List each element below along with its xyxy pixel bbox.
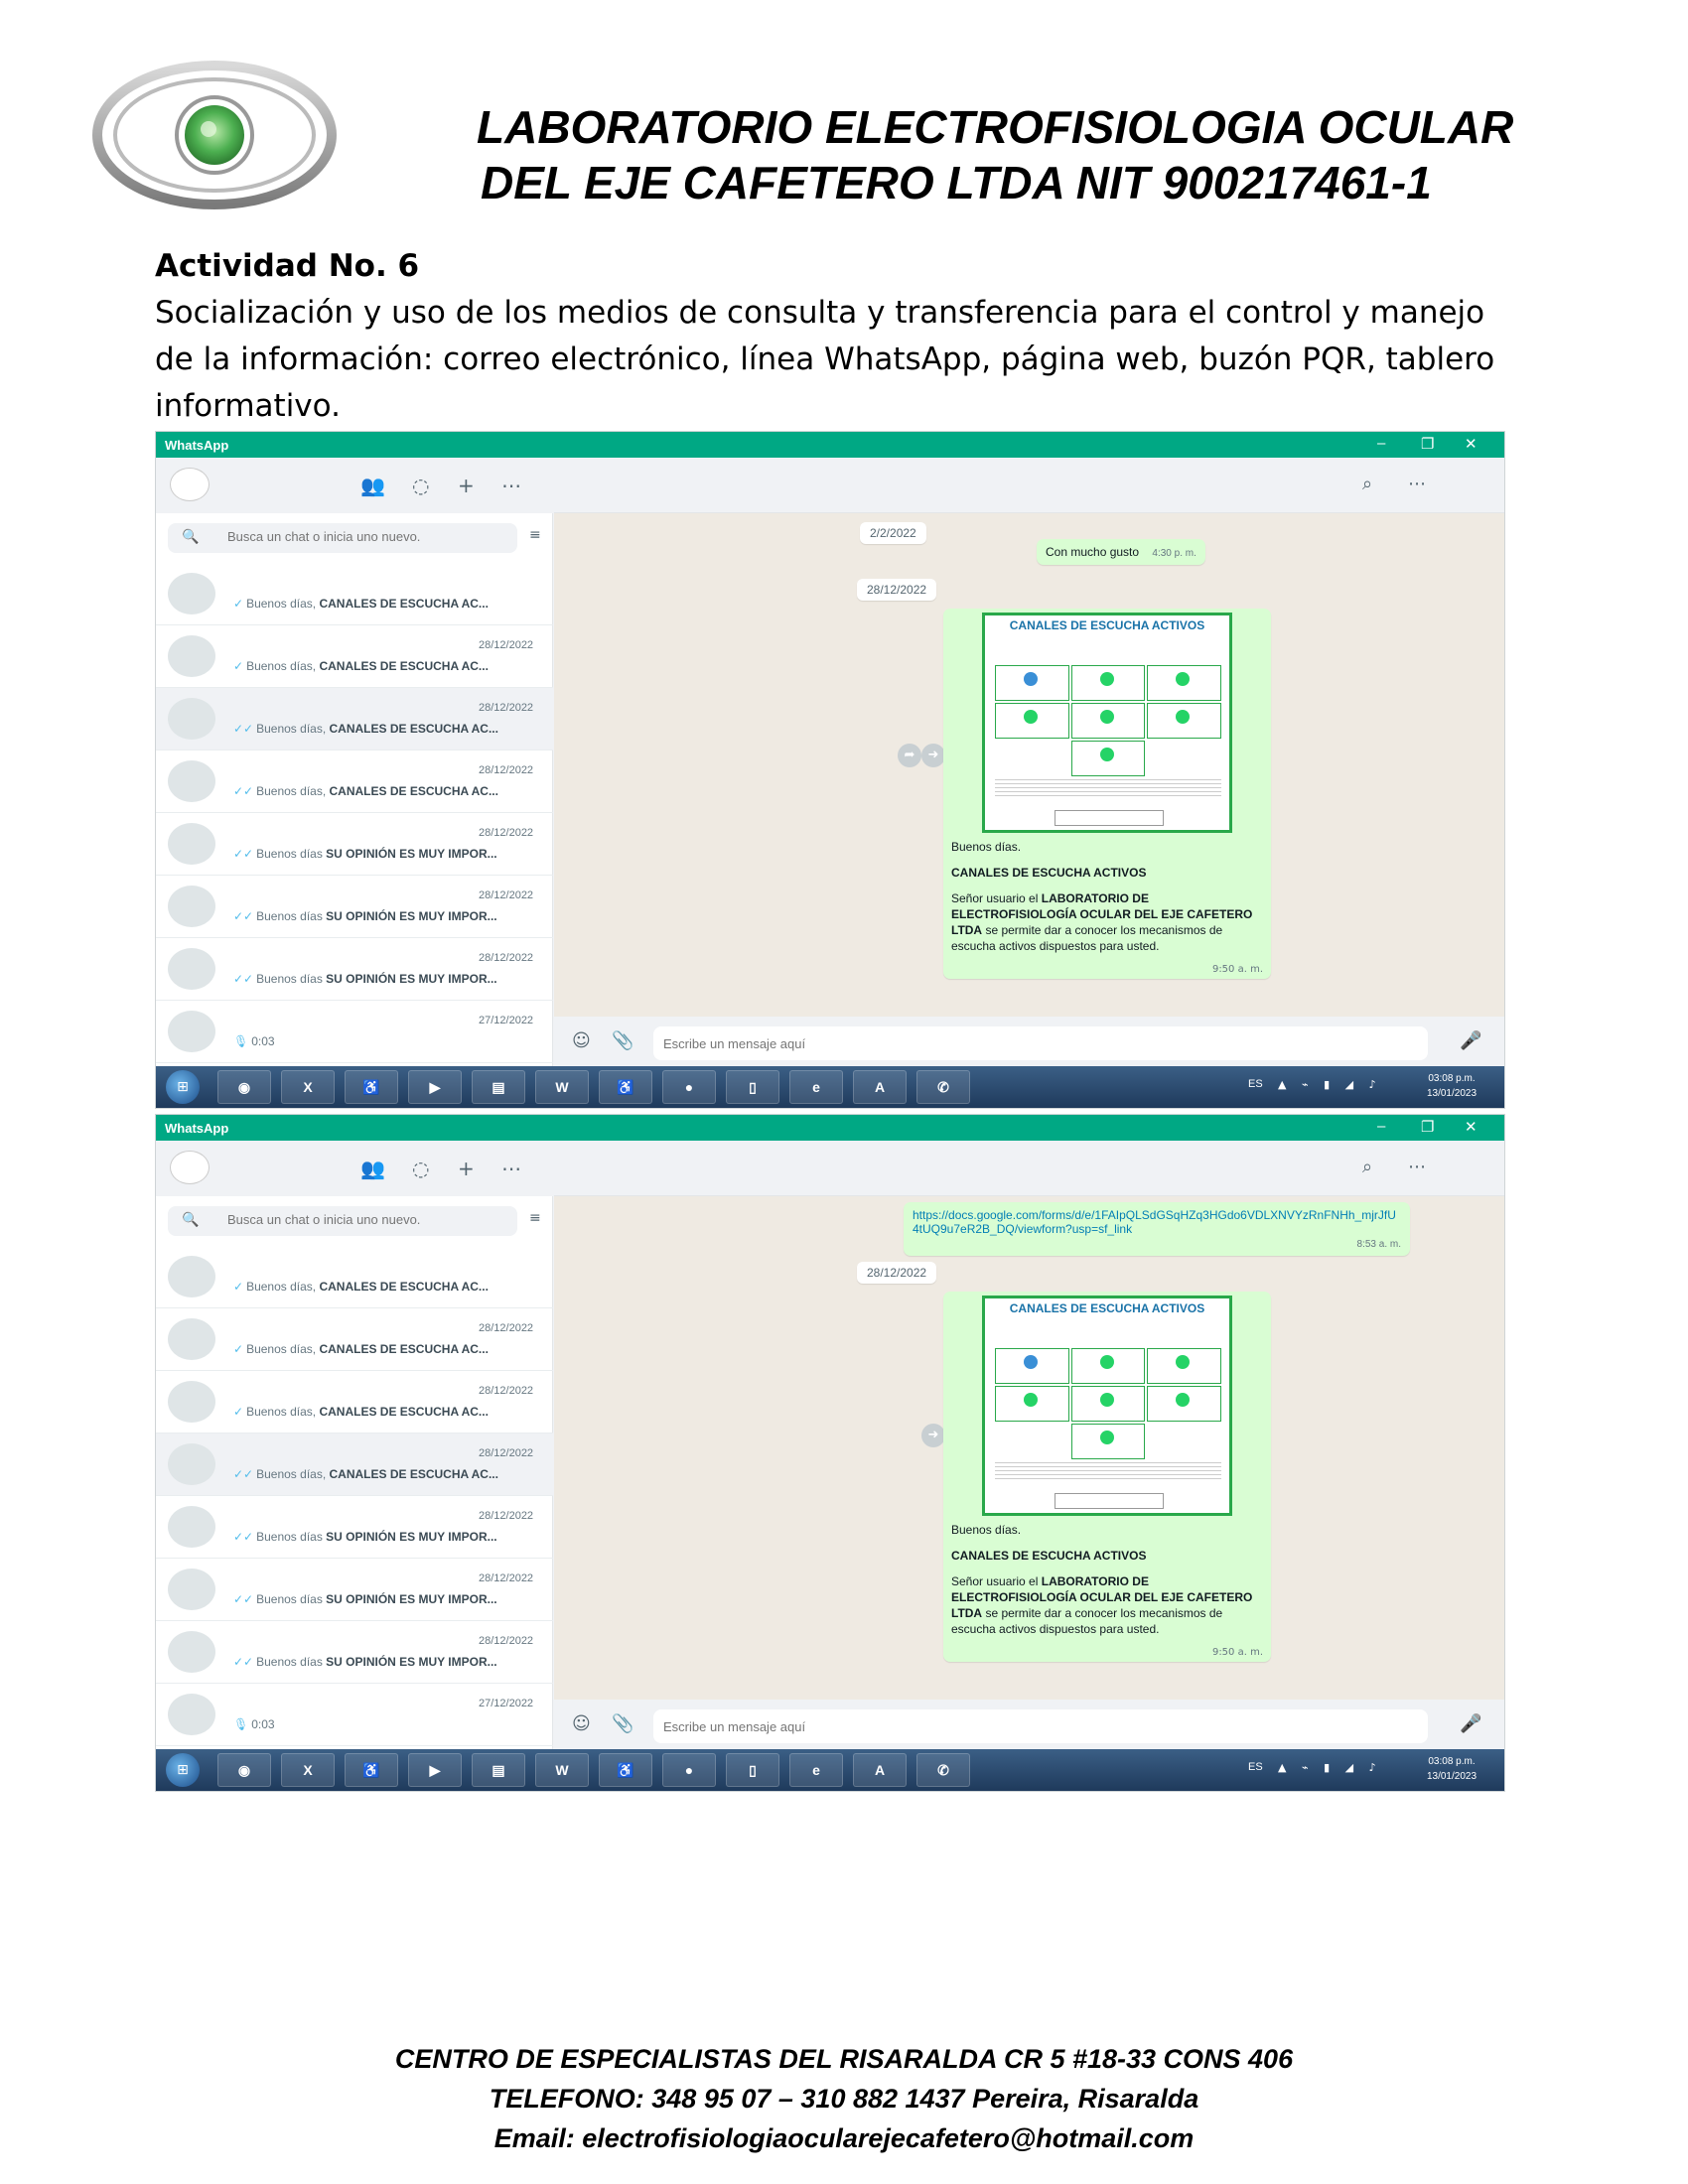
chat-sidebar	[156, 458, 553, 1068]
chat-item[interactable]	[156, 1684, 553, 1746]
poster-logo	[1055, 810, 1164, 826]
chat-time: 28/12/2022	[479, 1572, 534, 1584]
message-text: Buenos días. CANALES DE ESCUCHA ACTIVOS Señor usuario el LABORATORIO DE ELECTROFISIOLOGÍA OCULAR DEL EJE CAFETERO LTDA se permite dar a conocer los mecanismos de escucha activos dispuestos para usted.	[951, 840, 1253, 953]
app-name: WhatsApp	[165, 438, 229, 453]
search-box[interactable]	[168, 1206, 517, 1236]
chat-preview: ✓ Buenos días, CANALES DE ESCUCHA AC...	[233, 659, 489, 673]
search-input[interactable]	[227, 1212, 505, 1227]
window-titlebar	[156, 432, 1504, 458]
avatar	[168, 760, 215, 802]
sidebar-header	[156, 1141, 553, 1196]
communities-icon[interactable]: 👥	[360, 474, 385, 497]
lab-title	[477, 99, 1549, 210]
filter-icon[interactable]: ≡	[529, 527, 541, 543]
acrobat-icon[interactable]: A	[853, 1753, 907, 1787]
chat-preview: 🎙 0:03	[233, 1717, 275, 1731]
chat-preview: ✓✓ Buenos días SU OPINIÓN ES MUY IMPOR...	[233, 909, 497, 923]
conversation-header	[554, 1141, 1505, 1196]
chat-preview: ✓✓ Buenos días, CANALES DE ESCUCHA AC...	[233, 1467, 498, 1481]
chat-item[interactable]	[156, 1559, 553, 1621]
restore-icon[interactable]: ❐	[1421, 1119, 1435, 1136]
communities-icon[interactable]: 👥	[360, 1157, 385, 1180]
message-input[interactable]	[653, 1026, 1428, 1060]
footer-email: Email: electrofisiologiaocularejecafetero@hotmail.com	[493, 2123, 1195, 2153]
poster-grid	[995, 665, 1221, 776]
chat-preview: ✓✓ Buenos días SU OPINIÓN ES MUY IMPOR...	[233, 1530, 497, 1544]
emoji-icon[interactable]: ☺	[572, 1030, 591, 1051]
whatsapp-screenshot-2	[155, 1114, 1505, 1792]
date-separator: 2/2/2022	[860, 522, 926, 544]
minimize-icon[interactable]: –	[1377, 435, 1386, 452]
menu-icon[interactable]: ⋯	[501, 474, 521, 497]
chat-preview: ✓✓ Buenos días SU OPINIÓN ES MUY IMPOR...	[233, 1592, 497, 1606]
search-input[interactable]	[227, 529, 505, 544]
chat-time: 28/12/2022	[479, 1447, 534, 1459]
chat-preview: ✓✓ Buenos días SU OPINIÓN ES MUY IMPOR...	[233, 972, 497, 986]
whatsapp-screenshot-1	[155, 431, 1505, 1109]
chat-time: 28/12/2022	[479, 1635, 534, 1647]
image-message[interactable]	[943, 609, 1271, 979]
chat-item[interactable]	[156, 1246, 553, 1308]
read-receipt-icon: ✓✓	[233, 909, 254, 923]
chat-item[interactable]	[156, 1496, 553, 1559]
chat-time: 28/12/2022	[479, 702, 534, 714]
message-bubble	[1037, 539, 1205, 565]
whatsapp-icon[interactable]: ✆	[916, 1753, 970, 1787]
chat-preview: ✓✓ Buenos días SU OPINIÓN ES MUY IMPOR...	[233, 847, 497, 861]
avatar	[168, 635, 215, 677]
attach-icon[interactable]: 📎	[612, 1713, 634, 1734]
search-icon: 🔍	[182, 1212, 200, 1228]
read-receipt-icon: ✓✓	[233, 784, 254, 798]
excel-icon[interactable]: X	[281, 1070, 335, 1104]
chat-time: 27/12/2022	[479, 1698, 534, 1709]
date-separator: 28/12/2022	[857, 579, 936, 601]
message-time: 8:53 a. m.	[1356, 1239, 1401, 1250]
app-name: WhatsApp	[165, 1121, 229, 1136]
mic-icon[interactable]: 🎤	[1460, 1030, 1482, 1051]
document-footer	[0, 2039, 1688, 2158]
chat-sidebar	[156, 1141, 553, 1751]
windows-taskbar	[156, 1749, 1504, 1791]
date-separator: 28/12/2022	[857, 1262, 936, 1284]
language-indicator[interactable]: ES	[1248, 1761, 1263, 1773]
read-receipt-icon: ✓	[233, 659, 244, 673]
media-icon[interactable]: ▶	[408, 1753, 462, 1787]
edge-icon[interactable]: e	[789, 1070, 843, 1104]
chat-time: 28/12/2022	[479, 1385, 534, 1397]
compose-bar	[554, 1017, 1505, 1068]
read-receipt-icon: ✓	[233, 1280, 244, 1294]
footer-address: CENTRO DE ESPECIALISTAS DEL RISARALDA CR 5 #18-33 CONS 406	[394, 2044, 1294, 2074]
chat-item[interactable]	[156, 813, 553, 876]
status-icon[interactable]: ◌	[412, 1157, 430, 1180]
chat-time: 28/12/2022	[479, 764, 534, 776]
avatar	[168, 823, 215, 865]
file-icon[interactable]: ▯	[726, 1070, 779, 1104]
chat-time: 28/12/2022	[479, 889, 534, 901]
message-time: 9:50 a. m.	[1211, 1647, 1263, 1658]
accessibility-icon[interactable]: ♿	[599, 1753, 652, 1787]
form-link[interactable]: https://docs.google.com/forms/d/e/1FAIpQLSdGSqHZq3HGdo6VDLXNVYzRnFNHh_mjrJfU4tUQ9u7eR2B_DQ/viewform?usp=sf_link	[913, 1208, 1396, 1236]
message-text: Buenos días. CANALES DE ESCUCHA ACTIVOS Señor usuario el LABORATORIO DE ELECTROFISIOLOGÍA OCULAR DEL EJE CAFETERO LTDA se permite dar a conocer los mecanismos de escucha activos dispuestos para usted.	[951, 1523, 1253, 1636]
chat-item[interactable]	[156, 938, 553, 1001]
avatar	[168, 1011, 215, 1052]
folder-icon[interactable]: ▤	[472, 1753, 525, 1787]
excel-icon[interactable]: X	[281, 1753, 335, 1787]
sidebar-header	[156, 458, 553, 513]
camera-icon[interactable]: ●	[662, 1753, 716, 1787]
lab-title-line1: LABORATORIO ELECTROFISIOLOGIA OCULAR	[477, 101, 1514, 153]
avatar	[168, 1256, 215, 1297]
new-chat-icon[interactable]: +	[458, 1157, 475, 1180]
language-indicator[interactable]: ES	[1248, 1078, 1263, 1090]
message-time: 9:50 a. m.	[1211, 964, 1263, 975]
share-icon[interactable]: ➜	[921, 1424, 945, 1447]
read-receipt-icon: ✓✓	[233, 1530, 254, 1544]
media-icon[interactable]: ▶	[408, 1070, 462, 1104]
close-icon[interactable]: ✕	[1465, 1119, 1477, 1136]
system-tray[interactable]: ▲ ⌁ ▮ ◢ ♪	[1278, 1761, 1382, 1774]
attach-icon[interactable]: 📎	[612, 1030, 634, 1051]
avatar	[168, 1506, 215, 1548]
chat-list	[156, 563, 553, 1069]
chat-list	[156, 1246, 553, 1752]
chat-item[interactable]	[156, 625, 553, 688]
menu-icon[interactable]: ⋯	[1408, 1157, 1426, 1177]
chat-preview: ✓ Buenos días, CANALES DE ESCUCHA AC...	[233, 1280, 489, 1294]
new-chat-icon[interactable]: +	[458, 474, 475, 497]
search-box[interactable]	[168, 523, 517, 553]
accessibility-icon[interactable]: ♿	[345, 1753, 398, 1787]
file-icon[interactable]: ▯	[726, 1753, 779, 1787]
read-receipt-icon: ✓	[233, 1405, 244, 1419]
clock[interactable]: 03:08 p.m. 13/01/2023	[1426, 1756, 1477, 1782]
read-receipt-icon: ✓	[233, 1342, 244, 1356]
menu-icon[interactable]: ⋯	[501, 1157, 521, 1180]
conversation-pane	[554, 458, 1505, 1068]
search-icon[interactable]: ⌕	[1362, 1157, 1373, 1177]
search-icon[interactable]: ⌕	[1362, 474, 1373, 494]
message-input[interactable]	[653, 1709, 1428, 1743]
acrobat-icon[interactable]: A	[853, 1070, 907, 1104]
folder-icon[interactable]: ▤	[472, 1070, 525, 1104]
chrome-icon[interactable]: ◉	[217, 1753, 271, 1787]
windows-taskbar	[156, 1066, 1504, 1108]
channels-poster[interactable]	[982, 613, 1232, 833]
chat-time: 28/12/2022	[479, 639, 534, 651]
avatar	[168, 1694, 215, 1735]
avatar	[168, 698, 215, 740]
conversation-pane	[554, 1141, 1505, 1751]
read-receipt-icon: ✓✓	[233, 722, 254, 736]
link-message[interactable]	[904, 1202, 1410, 1256]
avatar	[168, 1318, 215, 1360]
filter-icon[interactable]: ≡	[529, 1210, 541, 1226]
mic-small-icon: 🎙	[233, 1034, 249, 1048]
poster-grid	[995, 1348, 1221, 1459]
search-icon: 🔍	[182, 529, 200, 545]
chat-preview: ✓✓ Buenos días, CANALES DE ESCUCHA AC...	[233, 784, 498, 798]
chat-preview: ✓ Buenos días, CANALES DE ESCUCHA AC...	[233, 597, 489, 611]
avatar	[168, 1443, 215, 1485]
window-titlebar	[156, 1115, 1504, 1141]
read-receipt-icon: ✓✓	[233, 847, 254, 861]
message-time: 4:30 p. m.	[1152, 548, 1196, 559]
status-icon[interactable]: ◌	[412, 474, 430, 497]
share-icon[interactable]: ➜	[921, 744, 945, 767]
avatar	[168, 886, 215, 927]
read-receipt-icon: ✓✓	[233, 972, 254, 986]
forward-icon[interactable]: ➦	[898, 744, 921, 767]
compose-bar	[554, 1700, 1505, 1751]
clock[interactable]: 03:08 p.m. 13/01/2023	[1426, 1073, 1477, 1099]
mic-small-icon: 🎙	[233, 1717, 249, 1731]
chat-time: 28/12/2022	[479, 1510, 534, 1522]
chat-item[interactable]	[156, 876, 553, 938]
whatsapp-icon[interactable]: ✆	[916, 1070, 970, 1104]
camera-icon[interactable]: ●	[662, 1070, 716, 1104]
channels-poster[interactable]	[982, 1296, 1232, 1516]
restore-icon[interactable]: ❐	[1421, 436, 1435, 453]
avatar	[168, 573, 215, 614]
chat-time: 28/12/2022	[479, 1322, 534, 1334]
read-receipt-icon: ✓✓	[233, 1655, 254, 1669]
profile-avatar[interactable]	[170, 1151, 210, 1184]
chat-preview: ✓ Buenos días, CANALES DE ESCUCHA AC...	[233, 1405, 489, 1419]
accessibility-icon[interactable]: ♿	[345, 1070, 398, 1104]
activity-description: Socialización y uso de los medios de consulta y transferencia para el control y manejo de la información: correo electrónico, línea WhatsApp, página web, buzón PQR, tablero informativo.	[155, 295, 1495, 424]
minimize-icon[interactable]: –	[1377, 1118, 1386, 1135]
message-text: Con mucho gusto	[1046, 545, 1140, 559]
chat-item[interactable]	[156, 1371, 553, 1433]
image-message[interactable]	[943, 1292, 1271, 1662]
edge-icon[interactable]: e	[789, 1753, 843, 1787]
chrome-icon[interactable]: ◉	[217, 1070, 271, 1104]
poster-title: CANALES DE ESCUCHA ACTIVOS	[1009, 618, 1205, 632]
read-receipt-icon: ✓	[233, 597, 244, 611]
mic-icon[interactable]: 🎤	[1460, 1713, 1482, 1734]
lab-title-line2: DEL EJE CAFETERO LTDA NIT 900217461-1	[481, 157, 1432, 208]
profile-avatar[interactable]	[170, 468, 210, 501]
chat-item[interactable]	[156, 1001, 553, 1063]
avatar	[168, 1381, 215, 1423]
chat-preview: ✓✓ Buenos días, CANALES DE ESCUCHA AC...	[233, 722, 498, 736]
close-icon[interactable]: ✕	[1465, 436, 1477, 453]
avatar	[168, 1569, 215, 1610]
start-button[interactable]: ⊞	[166, 1753, 200, 1787]
conversation-header	[554, 458, 1505, 513]
chat-preview: ✓✓ Buenos días SU OPINIÓN ES MUY IMPOR...	[233, 1655, 497, 1669]
chat-item-selected[interactable]	[156, 688, 553, 751]
read-receipt-icon: ✓✓	[233, 1592, 254, 1606]
avatar	[168, 1631, 215, 1673]
chat-item[interactable]	[156, 1621, 553, 1684]
footer-phone: TELEFONO: 348 95 07 – 310 882 1437 Pereira, Risaralda	[489, 2084, 1199, 2114]
poster-title: CANALES DE ESCUCHA ACTIVOS	[1009, 1301, 1205, 1315]
emoji-icon[interactable]: ☺	[572, 1713, 591, 1734]
accessibility-icon[interactable]: ♿	[599, 1070, 652, 1104]
chat-preview: 🎙 0:03	[233, 1034, 275, 1048]
chat-time: 28/12/2022	[479, 952, 534, 964]
chat-preview: ✓ Buenos días, CANALES DE ESCUCHA AC...	[233, 1342, 489, 1356]
chat-item[interactable]	[156, 563, 553, 625]
chat-item-selected[interactable]	[156, 1433, 553, 1496]
avatar	[168, 948, 215, 990]
read-receipt-icon: ✓✓	[233, 1467, 254, 1481]
eye-logo	[91, 58, 338, 216]
poster-logo	[1055, 1493, 1164, 1509]
menu-icon[interactable]: ⋯	[1408, 474, 1426, 494]
system-tray[interactable]: ▲ ⌁ ▮ ◢ ♪	[1278, 1078, 1382, 1091]
start-button[interactable]: ⊞	[166, 1070, 200, 1104]
word-icon[interactable]: W	[535, 1070, 589, 1104]
activity-title: Actividad No. 6	[155, 248, 420, 284]
chat-time: 27/12/2022	[479, 1015, 534, 1026]
chat-item[interactable]	[156, 751, 553, 813]
chat-time: 28/12/2022	[479, 827, 534, 839]
word-icon[interactable]: W	[535, 1753, 589, 1787]
chat-item[interactable]	[156, 1308, 553, 1371]
